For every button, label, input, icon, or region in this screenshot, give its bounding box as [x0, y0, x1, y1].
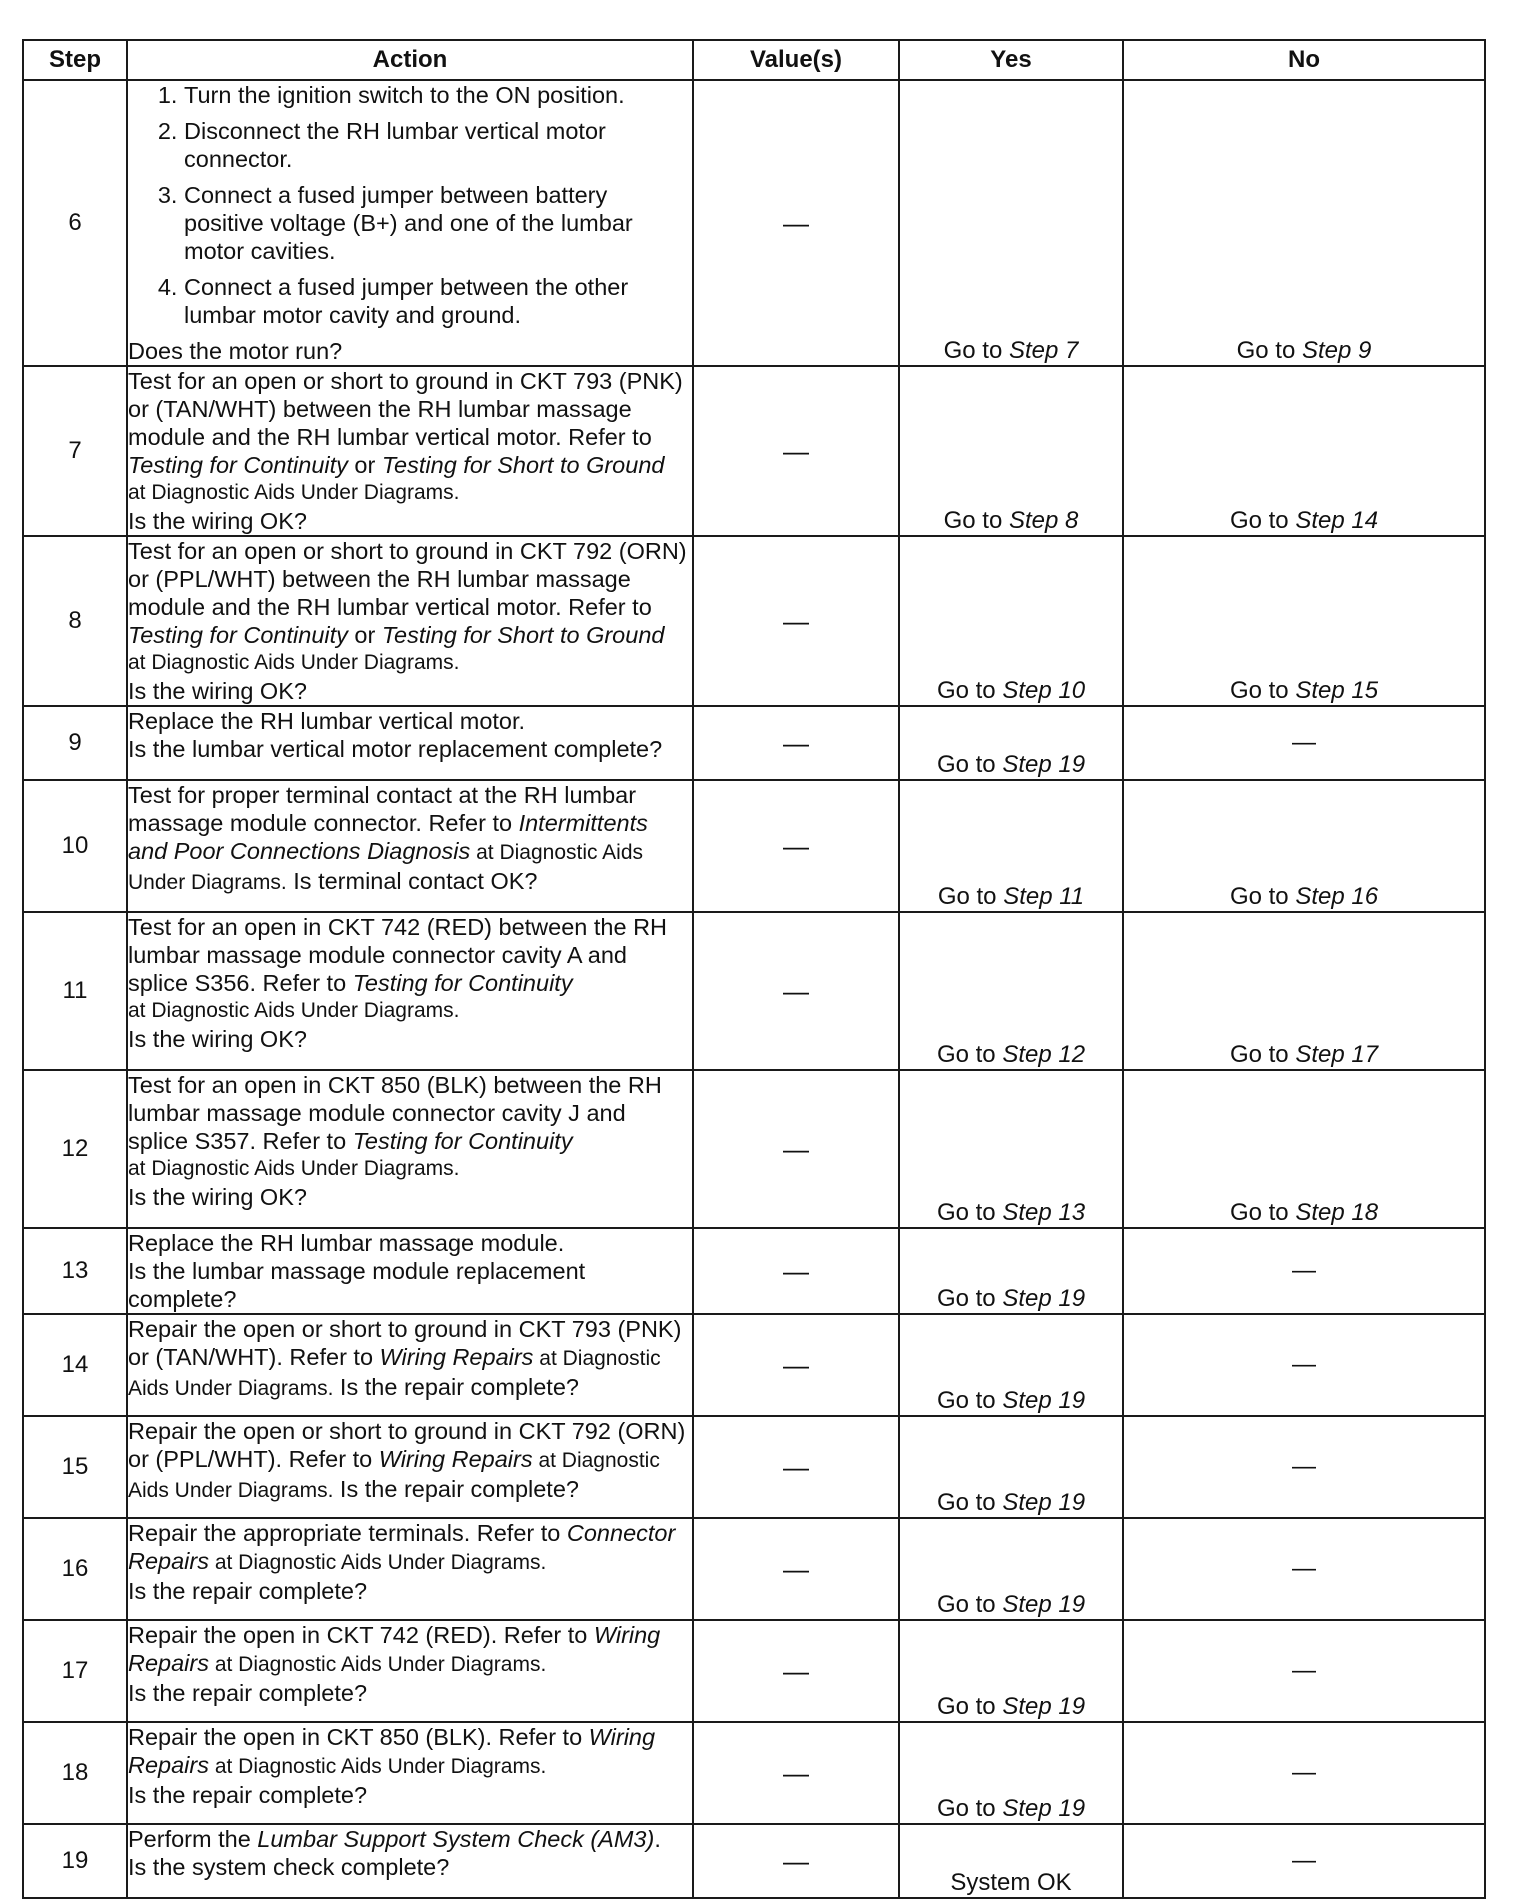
header-step: Step — [23, 40, 127, 80]
no-cell — [1123, 536, 1485, 706]
yes-text: Go to — [936, 1199, 1003, 1226]
no-cell: — — [1123, 1314, 1485, 1416]
no-text: Go to — [1229, 1041, 1296, 1068]
reference-link: Connector Repairs — [128, 1520, 676, 1574]
step-number: 7 — [23, 366, 127, 536]
yes-cell — [899, 706, 1123, 780]
yes-step-link: Step 19 — [1002, 1387, 1086, 1414]
action-text: Test for an open or short to ground in CKT 792 (ORN) or (PPL/WHT) between the RH lumbar massage module and the RH lumbar vertical motor. Refer to Testing for Continuity or Testing for Short to Ground — [128, 538, 687, 648]
reference-link: Wiring Repairs — [379, 1344, 534, 1370]
no-step-link: Step 18 — [1295, 1199, 1379, 1226]
list-item: 1. Turn the ignition switch to the ON position. — [184, 81, 692, 109]
value-cell: — — [693, 1314, 899, 1416]
value-cell: — — [693, 1824, 899, 1898]
action-text: Replace the RH lumbar vertical motor. — [128, 708, 526, 734]
action-cell — [127, 1070, 693, 1228]
header-no: No — [1123, 40, 1485, 80]
value-cell: — — [693, 1518, 899, 1620]
table-row — [23, 366, 1485, 536]
table-row — [23, 536, 1485, 706]
table-row — [23, 1518, 1485, 1620]
yes-text: Go to — [936, 1795, 1003, 1822]
value-cell: — — [693, 912, 899, 1070]
table-row — [23, 1314, 1485, 1416]
no-cell — [1123, 780, 1485, 912]
no-step-link: Step 9 — [1301, 337, 1372, 364]
question: Is the repair complete? — [128, 1578, 368, 1604]
value-cell: — — [693, 80, 899, 366]
diagnostic-aid-note: at Diagnostic Aids Under Diagrams. — [208, 1755, 547, 1778]
yes-step-link: Step 13 — [1002, 1199, 1086, 1226]
step-number: 11 — [23, 912, 127, 1070]
step-number: 19 — [23, 1824, 127, 1898]
diagnostic-aid-note: at Diagnostic Aids Under Diagrams. — [128, 651, 460, 674]
no-step-link: Step 17 — [1295, 1041, 1379, 1068]
step-number: 8 — [23, 536, 127, 706]
reference-link: Wiring Repairs — [128, 1622, 661, 1676]
step-number: 15 — [23, 1416, 127, 1518]
action-cell — [127, 1228, 693, 1314]
yes-text: Go to — [936, 677, 1003, 704]
table-row — [23, 706, 1485, 780]
yes-cell — [899, 366, 1123, 536]
reference-link: Testing for Short to Ground — [381, 452, 665, 478]
diagnostic-table — [22, 39, 1486, 1899]
action-cell — [127, 706, 693, 780]
reference-link: Testing for Continuity — [128, 452, 348, 478]
reference-link: Lumbar Support System Check (AM3) — [257, 1826, 655, 1852]
yes-cell — [899, 80, 1123, 366]
reference-link: Wiring Repairs — [378, 1446, 533, 1472]
yes-cell: System OK — [899, 1824, 1123, 1898]
step-number: 17 — [23, 1620, 127, 1722]
value-cell: — — [693, 1722, 899, 1824]
step-number: 16 — [23, 1518, 127, 1620]
step-number: 13 — [23, 1228, 127, 1314]
no-text: Go to — [1229, 507, 1296, 534]
no-cell: — — [1123, 706, 1485, 780]
yes-cell — [899, 1620, 1123, 1722]
no-step-link: Step 14 — [1295, 507, 1379, 534]
action-cell — [127, 536, 693, 706]
reference-link: Wiring Repairs — [128, 1724, 656, 1778]
no-cell: — — [1123, 1228, 1485, 1314]
diagnostic-aid-note: at Diagnostic Aids Under Diagrams. — [128, 1347, 661, 1400]
reference-link: Testing for Continuity — [128, 622, 348, 648]
yes-step-link: Step 19 — [1002, 1591, 1086, 1618]
yes-cell — [899, 536, 1123, 706]
reference-link: Testing for Continuity — [352, 970, 573, 996]
yes-step-link: Step 19 — [1002, 1693, 1086, 1720]
question: Is the wiring OK? — [128, 1184, 307, 1210]
value-cell: — — [693, 706, 899, 780]
action-cell — [127, 1824, 693, 1898]
value-cell: — — [693, 1228, 899, 1314]
question: Does the motor run? — [128, 338, 343, 364]
no-cell: — — [1123, 1416, 1485, 1518]
yes-text: Go to — [936, 1387, 1003, 1414]
step-number: 9 — [23, 706, 127, 780]
question: Is the repair complete? — [333, 1374, 579, 1400]
action-cell — [127, 1416, 693, 1518]
action-cell — [127, 1518, 693, 1620]
action-cell — [127, 780, 693, 912]
question: Is the wiring OK? — [128, 678, 307, 704]
step-number: 14 — [23, 1314, 127, 1416]
action-text: Test for an open in CKT 742 (RED) between the RH lumbar massage module connector cavity A and splice S356. Refer to Testing for Continuity — [128, 914, 668, 996]
list-item: 2. Disconnect the RH lumbar vertical motor connector. — [184, 117, 692, 173]
no-cell — [1123, 80, 1485, 366]
value-cell: — — [693, 780, 899, 912]
step-number: 12 — [23, 1070, 127, 1228]
action-text: Repair the open or short to ground in CKT 793 (PNK) or (TAN/WHT). Refer to Wiring Repairs at Diagnostic Aids Under Diagrams. Is the repair complete? — [128, 1316, 682, 1400]
yes-step-link: Step 8 — [1008, 507, 1079, 534]
table-row — [23, 1722, 1485, 1824]
no-step-link: Step 16 — [1295, 883, 1379, 910]
yes-step-link: Step 11 — [1003, 883, 1085, 910]
value-cell: — — [693, 1416, 899, 1518]
table-row — [23, 1228, 1485, 1314]
no-text: Go to — [1229, 677, 1296, 704]
header-values: Value(s) — [693, 40, 899, 80]
yes-cell — [899, 912, 1123, 1070]
no-cell — [1123, 912, 1485, 1070]
action-text: Repair the open or short to ground in CKT 792 (ORN) or (PPL/WHT). Refer to Wiring Repairs at Diagnostic Aids Under Diagrams. Is the repair complete? — [128, 1418, 686, 1502]
no-cell — [1123, 1070, 1485, 1228]
reference-link: Testing for Short to Ground — [381, 622, 665, 648]
table-row — [23, 1416, 1485, 1518]
yes-text: Go to — [936, 1285, 1003, 1312]
header-row — [23, 40, 1485, 80]
yes-text: Go to — [936, 1489, 1003, 1516]
yes-step-link: Step 10 — [1002, 677, 1086, 704]
yes-text: Go to — [936, 1041, 1003, 1068]
yes-cell — [899, 1228, 1123, 1314]
no-cell: — — [1123, 1620, 1485, 1722]
question: Is terminal contact OK? — [286, 868, 538, 894]
yes-step-link: Step 12 — [1002, 1041, 1086, 1068]
action-cell — [127, 1314, 693, 1416]
diagnostic-aid-note: at Diagnostic Aids Under Diagrams. — [128, 1157, 460, 1180]
action-text: Test for proper terminal contact at the RH lumbar massage module connector. Refer to Intermittents and Poor Connections Diagnosis at Diagnostic Aids Under Diagrams. Is terminal contact OK? — [128, 782, 648, 894]
no-cell — [1123, 366, 1485, 536]
header-action: Action — [127, 40, 693, 80]
question: Is the repair complete? — [128, 1782, 368, 1808]
yes-cell — [899, 1314, 1123, 1416]
value-cell: — — [693, 366, 899, 536]
no-text: Go to — [1229, 1199, 1296, 1226]
action-cell — [127, 366, 693, 536]
action-list — [128, 81, 692, 329]
diagnostic-aid-note: at Diagnostic Aids Under Diagrams. — [128, 999, 460, 1022]
value-cell: — — [693, 536, 899, 706]
yes-cell — [899, 780, 1123, 912]
table-row — [23, 80, 1485, 366]
yes-text: Go to — [936, 1693, 1003, 1720]
table-row — [23, 1620, 1485, 1722]
yes-text: Go to — [936, 751, 1003, 778]
question: Is the repair complete? — [128, 1680, 368, 1706]
reference-link: Testing for Continuity — [352, 1128, 573, 1154]
yes-text: Go to — [943, 507, 1009, 534]
table-row — [23, 780, 1485, 912]
value-cell: — — [693, 1070, 899, 1228]
action-text: Perform the Lumbar Support System Check (AM3). — [128, 1826, 661, 1852]
no-cell: — — [1123, 1824, 1485, 1898]
yes-step-link: Step 19 — [1002, 1489, 1086, 1516]
question: Is the system check complete? — [128, 1854, 450, 1880]
no-cell: — — [1123, 1518, 1485, 1620]
action-text: Repair the appropriate terminals. Refer to Connector Repairs at Diagnostic Aids Under Diagrams. — [128, 1520, 676, 1574]
yes-step-link: Step 7 — [1008, 337, 1079, 364]
action-cell — [127, 80, 693, 366]
yes-cell — [899, 1518, 1123, 1620]
question: Is the lumbar vertical motor replacement complete? — [128, 736, 663, 762]
reference-link: Intermittents and Poor Connections Diagnosis — [128, 810, 648, 864]
yes-text: Go to — [936, 1591, 1003, 1618]
yes-step-link: Step 19 — [1002, 1795, 1086, 1822]
yes-cell — [899, 1416, 1123, 1518]
question: Is the repair complete? — [333, 1476, 579, 1502]
no-text: Go to — [1229, 883, 1296, 910]
question: Is the lumbar massage module replacement complete? — [128, 1258, 586, 1312]
diagnostic-aid-note: at Diagnostic Aids Under Diagrams. — [128, 1449, 660, 1502]
diagnostic-aid-note: at Diagnostic Aids Under Diagrams. — [128, 481, 460, 504]
question: Is the wiring OK? — [128, 1026, 307, 1052]
action-text: Repair the open in CKT 850 (BLK). Refer to Wiring Repairs at Diagnostic Aids Under Diagrams. — [128, 1724, 656, 1778]
yes-step-link: Step 19 — [1002, 751, 1086, 778]
step-number: 10 — [23, 780, 127, 912]
diagnostic-aid-note: at Diagnostic Aids Under Diagrams. — [208, 1653, 547, 1676]
table-row — [23, 912, 1485, 1070]
no-text: Go to — [1236, 337, 1302, 364]
table-row — [23, 1070, 1485, 1228]
yes-cell — [899, 1070, 1123, 1228]
diagnostic-aid-note: at Diagnostic Aids Under Diagrams. — [208, 1551, 547, 1574]
header-yes: Yes — [899, 40, 1123, 80]
value-cell: — — [693, 1620, 899, 1722]
yes-step-link: Step 19 — [1002, 1285, 1086, 1312]
action-text: Test for an open in CKT 850 (BLK) between the RH lumbar massage module connector cavity J and splice S357. Refer to Testing for Continuity — [128, 1072, 662, 1154]
no-cell: — — [1123, 1722, 1485, 1824]
list-item: 3. Connect a fused jumper between battery positive voltage (B+) and one of the lumbar motor cavities. — [184, 181, 692, 265]
yes-cell — [899, 1722, 1123, 1824]
step-number: 6 — [23, 80, 127, 366]
diagnostic-aid-note: at Diagnostic Aids Under Diagrams. — [128, 841, 644, 894]
question: Is the wiring OK? — [128, 508, 307, 534]
yes-text: Go to — [937, 883, 1004, 910]
action-cell — [127, 1722, 693, 1824]
action-text: Test for an open or short to ground in CKT 793 (PNK) or (TAN/WHT) between the RH lumbar massage module and the RH lumbar vertical motor. Refer to Testing for Continuity or Testing for Short to Ground — [128, 368, 683, 478]
list-item: 4. Connect a fused jumper between the other lumbar motor cavity and ground. — [184, 273, 692, 329]
action-cell — [127, 912, 693, 1070]
yes-text: Go to — [943, 337, 1009, 364]
action-text: Repair the open in CKT 742 (RED). Refer to Wiring Repairs at Diagnostic Aids Under Diagrams. — [128, 1622, 661, 1676]
action-cell — [127, 1620, 693, 1722]
action-text: Replace the RH lumbar massage module. — [128, 1230, 565, 1256]
step-number: 18 — [23, 1722, 127, 1824]
table-row — [23, 1824, 1485, 1898]
no-step-link: Step 15 — [1295, 677, 1379, 704]
